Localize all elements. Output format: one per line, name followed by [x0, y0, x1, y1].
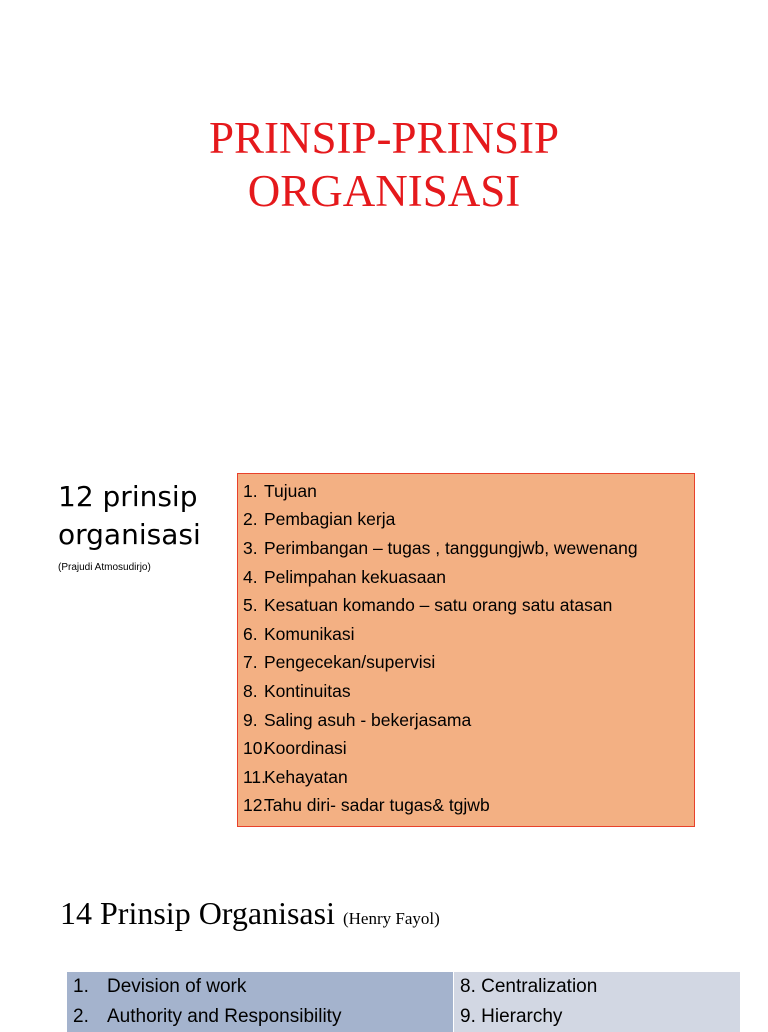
list-item [243, 620, 694, 649]
item-text: Pembagian kerja [264, 509, 396, 530]
table-column-right [454, 972, 740, 1032]
principles-list [243, 477, 694, 820]
item-text: Kehayatan [264, 766, 348, 787]
item-number: 6. [243, 623, 258, 644]
item-text: Saling asuh - bekerjasama [264, 709, 472, 730]
row-text: Devision of work [107, 976, 247, 997]
list-item [243, 563, 694, 592]
table-column-left [67, 972, 454, 1032]
item-text: Kontinuitas [264, 680, 351, 701]
list-item [243, 534, 694, 563]
list-item [243, 477, 694, 506]
table-row: 8. Centralization [460, 976, 598, 997]
table-row: 9. Hierarchy [460, 1006, 563, 1027]
item-number: 4. [243, 566, 258, 587]
item-number: 12. [243, 795, 268, 816]
item-text: Kesatuan komando – satu orang satu atasan [264, 595, 613, 616]
heading-line-1: 12 prinsip [58, 480, 198, 513]
item-text: Koordinasi [264, 738, 347, 759]
item-text: Komunikasi [264, 623, 355, 644]
list-item [243, 591, 694, 620]
row-text: Authority and Responsibility [107, 1006, 342, 1027]
section-heading-14-principles [60, 893, 440, 939]
table-row [67, 972, 453, 1002]
list-item [243, 792, 694, 821]
table-row [67, 1002, 453, 1032]
item-number: 1. [243, 480, 258, 501]
item-number: 10. [243, 738, 268, 759]
item-number: 5. [243, 595, 258, 616]
list-item [243, 649, 694, 678]
title-line-1: PRINSIP-PRINSIP [208, 113, 560, 163]
item-text: Tahu diri- sadar tugas& tgjwb [264, 795, 490, 816]
principles-list-box [237, 473, 695, 827]
source-citation: (Prajudi Atmosudirjo) [58, 562, 151, 573]
heading-text: 14 Prinsip Organisasi [60, 895, 335, 931]
heading-line-2: organisasi [58, 518, 201, 551]
list-item [243, 677, 694, 706]
list-item [243, 706, 694, 735]
list-item [243, 506, 694, 535]
item-number: 9. [243, 709, 258, 730]
title-line-2: ORGANISASI [247, 166, 521, 216]
item-text: Pelimpahan kekuasaan [264, 566, 446, 587]
row-number: 1. [73, 976, 89, 997]
item-number: 3. [243, 537, 258, 558]
item-number: 11. [243, 766, 267, 787]
item-text: Pengecekan/supervisi [264, 652, 436, 673]
fayol-principles-table [67, 972, 740, 1032]
item-text: Tujuan [264, 480, 317, 501]
item-number: 2. [243, 509, 258, 530]
item-number: 7. [243, 652, 258, 673]
page-title [0, 112, 768, 218]
section-heading-12-principles [58, 478, 201, 554]
item-number: 8. [243, 680, 258, 701]
item-text: Perimbangan – tugas , tanggungjwb, wewenang [264, 537, 638, 558]
author-citation: (Henry Fayol) [342, 909, 440, 928]
list-item [243, 734, 694, 763]
row-number: 2. [73, 1006, 89, 1027]
list-item [243, 763, 694, 792]
